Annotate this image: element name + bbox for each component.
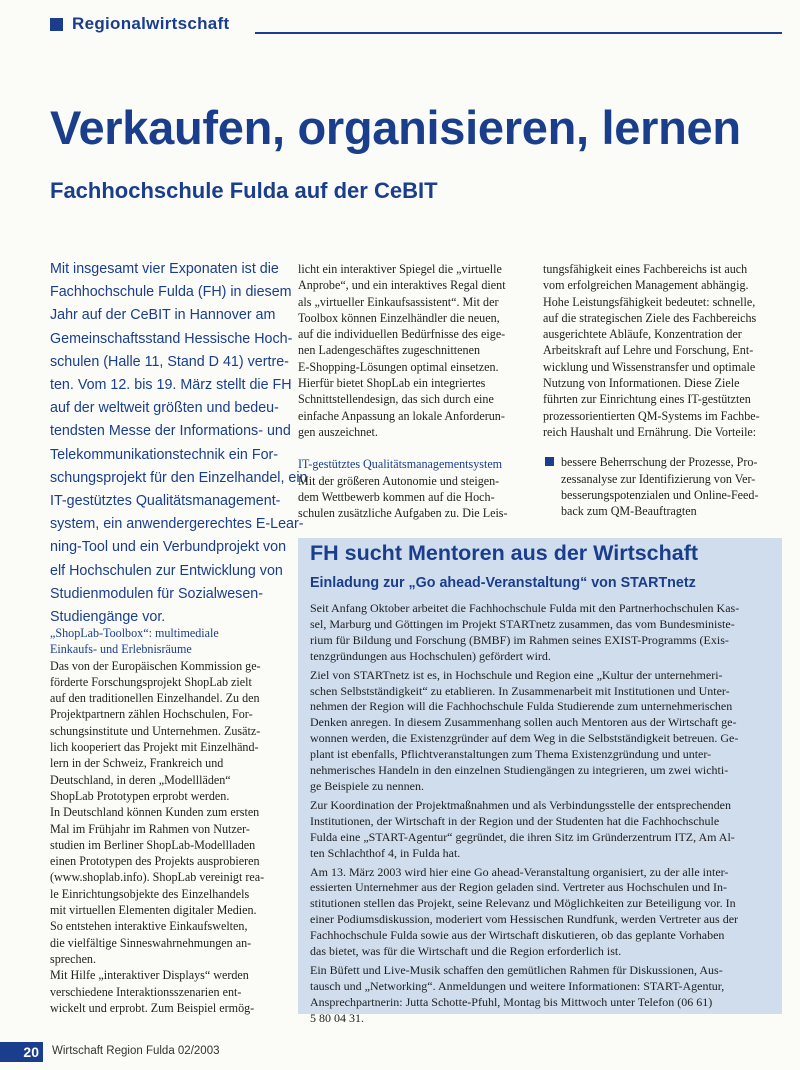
- body-line: verschiedene Interaktionsszenarien ent-: [50, 984, 242, 999]
- page-footer: [0, 1042, 800, 1070]
- body-line: (www.shoplab.info). ShopLab vereinigt rea-: [50, 870, 265, 885]
- body-line: Anprobe“, und ein interaktives Regal dient: [298, 278, 506, 293]
- body-line: tungsfähigkeit eines Fachbereichs ist auch: [543, 262, 748, 276]
- body-line: die vielfältige Sinneswahrnehmungen an-: [50, 935, 252, 950]
- body-line: Mit Hilfe „interaktiver Displays“ werden: [50, 968, 249, 983]
- body-line: le Einrichtungsobjekte des Einzelhandels: [50, 886, 250, 901]
- body-line: vom erfolgreichen Management abhängig.: [543, 278, 749, 293]
- bullet-item: [543, 454, 781, 519]
- body-line: mit virtuellen Elementen digitaler Medien.: [50, 903, 257, 918]
- info-box-line: Fachhochschule Fulda sowie aus der Wirtschaft diskutieren, ob das geplante Vorhaben: [310, 928, 725, 943]
- lead-line: Studienmodulen für Sozialwesen-: [50, 585, 263, 602]
- info-box-line: Ein Büfett und Live-Musik schaffen den gemütlichen Rahmen für Diskussionen, Aus-: [310, 962, 723, 977]
- info-box-paragraph: [310, 601, 778, 665]
- body-line: nen Ladengeschäftes zugeschnittenen: [298, 343, 480, 358]
- body-line: einen Prototypen des Projekts ausprobieren: [50, 854, 260, 869]
- section-marker: [50, 18, 63, 31]
- body-line: lern in der Schweiz, Frankreich und: [50, 756, 224, 771]
- column-3-body: [543, 261, 781, 440]
- column-2-subhead: [298, 456, 528, 472]
- lead-line: IT-gestütztes Qualitätsmanagement-: [50, 493, 281, 510]
- page-number: 20: [0, 1042, 43, 1062]
- body-line: gen auszeichnet.: [298, 424, 378, 439]
- lead-line: Gemeinschaftsstand Hessische Hoch-: [50, 330, 293, 347]
- article-column-2: [298, 261, 528, 521]
- body-line: Toolbox können Einzelhändler die neuen,: [298, 310, 500, 325]
- body-line: Arbeitskraft auf Lehre und Forschung, Ent-: [543, 343, 754, 358]
- body-line: einfache Anpassung an lokale Anforderun-: [298, 408, 505, 423]
- body-line: Deutschland, in deren „Modellläden“: [50, 772, 231, 787]
- article-headline: Verkaufen, organisieren, lernen: [50, 101, 741, 154]
- info-box-paragraph: [310, 798, 778, 862]
- section-divider: [255, 32, 782, 34]
- info-box-line: wonnen werden, die Existenzgründer auf dem Weg in die Selbstständigkeit betreuen. Ge-: [310, 731, 739, 746]
- body-line: sprechen.: [50, 951, 97, 966]
- bullet-marker: [545, 457, 554, 466]
- body-line: Hohe Leistungsfähigkeit bedeutet: schnelle,: [543, 294, 756, 309]
- body-line: ausgerichtete Abläufe, Konzentration der: [543, 327, 742, 342]
- info-box-line: plant ist ebenfalls, Pflichtveranstaltungen zum Thema Existenzgründung und unter-: [310, 747, 712, 762]
- info-box-line: einer Podiumsdiskussion, moderiert vom Hessischen Rundfunk, werden Vertreter aus der: [310, 912, 739, 927]
- body-line: So entstehen interaktive Einkaufswelten,: [50, 919, 248, 934]
- info-box-line: Ansprechpartnerin: Jutta Schotte-Pfuhl, Montag bis Mittwoch unter Telefon (06 61): [310, 994, 713, 1009]
- body-line: schulen zusätzliche Aufgaben zu. Die Leis-: [298, 506, 508, 521]
- lead-line: Fachhochschule Fulda (FH) in diesem: [50, 284, 292, 301]
- article-column-1: [50, 625, 280, 1016]
- info-box-subtitle: Einladung zur „Go ahead-Veranstaltung“ von STARTnetz: [310, 575, 696, 591]
- lead-line: elf Hochschulen zur Entwicklung von: [50, 562, 283, 579]
- body-line: wicklung und Wissenstransfer und optimale: [543, 359, 756, 374]
- body-line: prozessorientierten QM-Systems im Fachbe-: [543, 408, 760, 423]
- lead-paragraph: [50, 258, 308, 629]
- body-line: Mit der größeren Autonomie und steigen-: [298, 473, 500, 488]
- info-box-paragraph: [310, 668, 778, 795]
- column-1-body: [50, 658, 280, 1017]
- info-box-line: Zur Koordination der Projektmaßnahmen und als Verbindungsstelle der entsprechenden: [310, 797, 732, 812]
- publication-info: Wirtschaft Region Fulda 02/2003: [52, 1045, 220, 1057]
- lead-line: schulen (Halle 11, Stand D 41) vertre-: [50, 353, 289, 370]
- lead-line: Telekommunikationstechnik ein For-: [50, 446, 279, 463]
- column-2-subhead-text: IT-gestütztes Qualitätsmanagementsystem: [298, 457, 503, 472]
- lead-line: ten. Vom 12. bis 19. März stellt die FH: [50, 377, 292, 394]
- body-line: Das von der Europäischen Kommission ge-: [50, 658, 261, 673]
- column-1-subhead: [50, 625, 280, 658]
- body-line: In Deutschland können Kunden zum ersten: [50, 805, 260, 820]
- body-line: führten zur Einrichtung eines IT-gestützten: [543, 392, 751, 407]
- info-box-line: Fulda eine „START-Agentur“ gegründet, die ihren Sitz im Gründerzentrum ITZ, Am Al-: [310, 829, 735, 844]
- column-1-subhead-line: „ShopLab-Toolbox“: multimediale: [50, 626, 219, 640]
- info-box-paragraph: [310, 963, 778, 1027]
- info-box-line: ten Schlachthof 4, in Fulda hat.: [310, 845, 461, 860]
- bullet-line: zessanalyse zur Identifizierung von Ver-: [561, 471, 756, 486]
- info-box-paragraph: [310, 865, 778, 960]
- body-line: wickelt und erprobt. Zum Beispiel ermög-: [50, 1000, 255, 1015]
- body-line: Mal im Frühjahr im Rahmen von Nutzer-: [50, 821, 250, 836]
- info-box: [298, 538, 782, 1025]
- info-box-line: Denken anregen. In diesem Zusammenhang sollen auch Mentoren aus der Wirtschaft ge-: [310, 715, 737, 730]
- lead-line: schungsprojekt für den Einzelhandel, ein: [50, 469, 308, 486]
- body-line: dem Wettbewerb kommen auf die Hoch-: [298, 489, 495, 504]
- lead-line: system, ein anwendergerechtes E-Lear-: [50, 516, 304, 533]
- section-header: [50, 14, 229, 34]
- body-line: Projektpartnern zählen Hochschulen, For-: [50, 707, 253, 722]
- info-box-line: Am 13. März 2003 wird hier eine Go ahead-Veranstaltung organisiert, zu der alle inter-: [310, 864, 729, 879]
- info-box-line: rium für Bildung und Forschung (BMBF) im Rahmen seines EXIST-Programms (Exis-: [310, 632, 729, 647]
- column-1-subhead-line: Einkaufs- und Erlebnisräume: [50, 642, 192, 657]
- body-line: auf die strategischen Ziele des Fachbereichs: [543, 310, 757, 325]
- body-line: licht ein interaktiver Spiegel die „virtuelle: [298, 262, 502, 276]
- body-line: ShopLab Prototypen erprobt werden.: [50, 788, 230, 803]
- section-label: Regionalwirtschaft: [72, 14, 230, 33]
- bullet-line: besserungspotenzialen und Online-Feed-: [561, 487, 759, 502]
- lead-line: auf der weltweit größten und bedeu-: [50, 400, 279, 417]
- body-line: auf den traditionellen Einzelhandel. Zu den: [50, 691, 260, 706]
- info-box-line: Ziel von STARTnetz ist es, in Hochschule und Region eine „Kultur der unternehmeri-: [310, 667, 723, 682]
- info-box-line: sel, Marburg und Göttingen im Projekt STARTnetz zusammen, das vom Bundesministe-: [310, 616, 735, 631]
- info-box-line: Seit Anfang Oktober arbeitet die Fachhochschule Fulda mit den Partnerhochschulen Kas-: [310, 601, 740, 615]
- body-line: auf die individuellen Bedürfnisse des eige-: [298, 327, 506, 342]
- body-line: als „virtueller Einkaufsassistent“. Mit der: [298, 294, 499, 309]
- info-box-line: tenzgründungen aus Hochschulen) gefördert wird.: [310, 648, 551, 663]
- column-2-body: [298, 261, 528, 440]
- info-box-line: ge Beispiele zu nennen.: [310, 778, 424, 793]
- body-line: lich kooperiert das Projekt mit Einzelhänd-: [50, 740, 259, 755]
- info-box-line: 5 80 04 31.: [310, 1010, 364, 1025]
- info-box-body: [310, 601, 778, 1030]
- info-box-line: essierten Unternehmer aus der Region geladen sind. Vertreter aus Hochschulen und In-: [310, 880, 727, 895]
- lead-line: Jahr auf der CeBIT in Hannover am: [50, 307, 276, 324]
- lead-line: ning-Tool und ein Verbundprojekt von: [50, 539, 287, 556]
- lead-line: Mit insgesamt vier Exponaten ist die: [50, 261, 279, 277]
- body-line: Hierfür bietet ShopLab ein integriertes: [298, 376, 486, 391]
- body-line: Schnittstellendesign, das sich durch eine: [298, 392, 494, 407]
- body-line: schungsinstitute und Unternehmen. Zusätz-: [50, 723, 261, 738]
- column-2-body-continued: [298, 473, 528, 522]
- info-box-line: nehmen der Region will die Fachhochschule Fulda Studierende zum unternehmerischen: [310, 699, 733, 714]
- info-box-line: tausch und „Networking“. Anmeldungen und weitere Informationen: START-Agentur,: [310, 978, 725, 993]
- body-line: förderte Forschungsprojekt ShopLab zielt: [50, 674, 252, 689]
- body-line: E-Shopping-Lösungen optimal einsetzen.: [298, 359, 499, 374]
- info-box-title: FH sucht Mentoren aus der Wirtschaft: [310, 541, 699, 565]
- body-line: reich Haushalt und Ernährung. Die Vorteile:: [543, 424, 757, 439]
- info-box-line: schen Selbstständigkeit“ zu etablieren. In Zusammenarbeit mit Institutionen und Unter-: [310, 683, 730, 698]
- article-column-3: [543, 261, 781, 519]
- info-box-line: stitutionen stellen das Projekt, seine Relevanz und Möglichkeiten zur Beteiligung vor. In: [310, 896, 736, 911]
- body-line: Nutzung von Informationen. Diese Ziele: [543, 376, 740, 391]
- body-line: studien im Berliner ShopLab-Modellladen: [50, 837, 256, 852]
- info-box-line: nehmerisches Handeln in den einzelnen Studiengängen zu integrieren, um zwei wichti-: [310, 763, 729, 778]
- info-box-line: Institutionen, der Wirtschaft in der Region und der Studenten hat die Fachhochschule: [310, 813, 720, 828]
- lead-line: tendsten Messe der Informations- und: [50, 423, 291, 440]
- bullet-line: back zum QM-Beauftragten: [561, 504, 697, 519]
- article-subheadline: Fachhochschule Fulda auf der CeBIT: [50, 178, 438, 203]
- info-box-line: das bietet, was für die Wirtschaft und die Region erforderlich ist.: [310, 944, 622, 959]
- bullet-line: bessere Beherrschung der Prozesse, Pro-: [561, 455, 758, 470]
- lead-line: Studiengänge vor.: [50, 609, 166, 626]
